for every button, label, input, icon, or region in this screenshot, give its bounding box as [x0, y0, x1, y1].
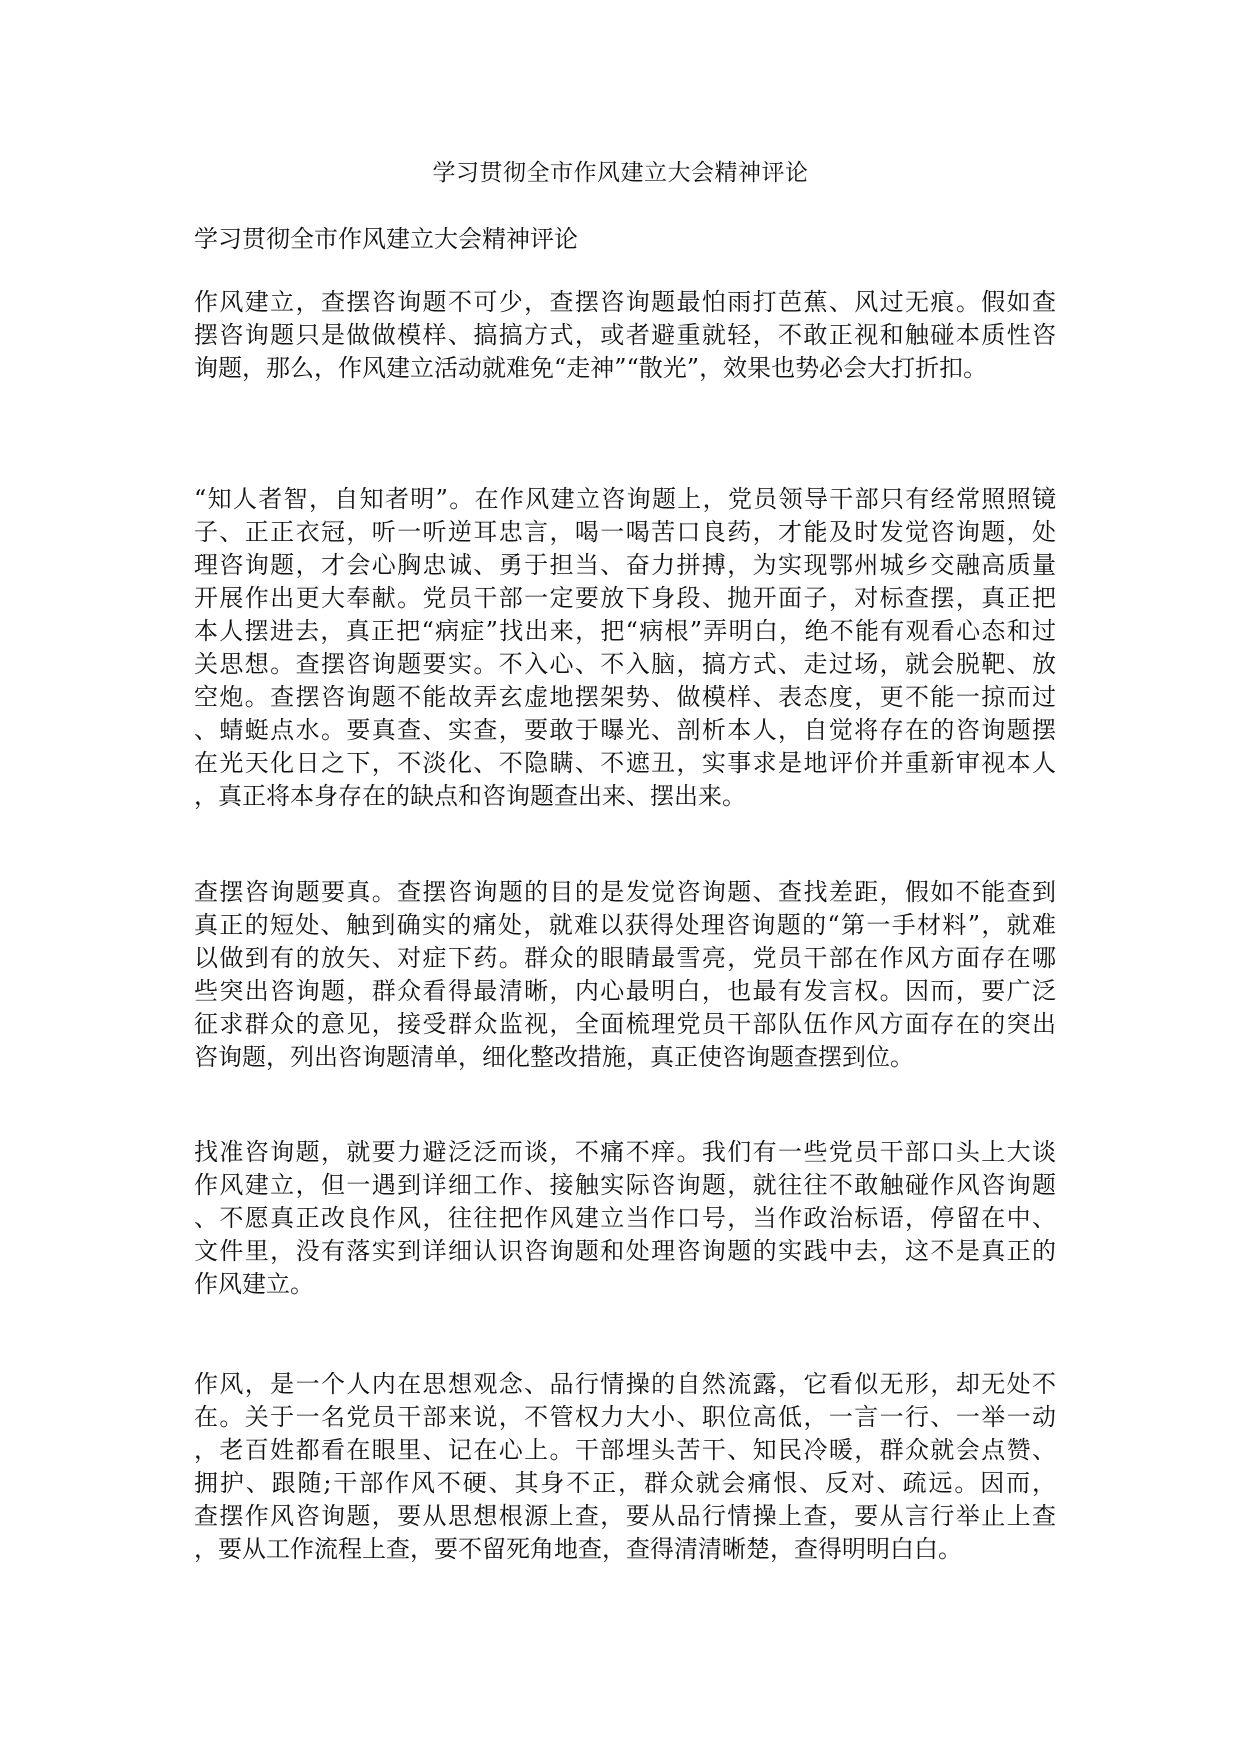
paragraph-line: 、蜻蜓点水。要真查、实查，要敢于曝光、剖析本人，自觉将存在的咨询题摆: [194, 716, 1056, 744]
paragraph-line: 理咨询题，才会心胸忠诚、勇于担当、奋力拼搏，为实现鄂州城乡交融高质量: [194, 551, 1056, 579]
paragraph-line: 以做到有的放矢、对症下药。群众的眼睛最雪亮，党员干部在作风方面存在哪: [194, 944, 1056, 972]
paragraph-line: 作风，是一个人内在思想观念、品行情操的自然流露，它看似无形，却无处不: [194, 1370, 1056, 1398]
paragraph-line: 开展作出更大奉献。党员干部一定要放下身段、抛开面子，对标查摆，真正把: [194, 584, 1056, 612]
paragraph-line: ，真正将本身存在的缺点和咨询题查出来、摆出来。: [194, 782, 746, 810]
paragraph-line: 关思想。查摆咨询题要实。不入心、不入脑，搞方式、走过场，就会脱靶、放: [194, 650, 1056, 678]
paragraph-5: [194, 1368, 1056, 1566]
page-title: 学习贯彻全市作风建立大会精神评论: [432, 160, 809, 186]
paragraph-line: ，老百姓都看在眼里、记在心上。干部埋头苦干、知民冷暖，群众就会点赞、: [194, 1436, 1056, 1464]
paragraph-line: 在光天化日之下，不淡化、不隐瞒、不遮丑，实事求是地评价并重新审视本人: [194, 749, 1056, 777]
paragraph-line: 咨询题，列出咨询题清单，细化整改措施，真正使咨询题查摆到位。: [194, 1043, 914, 1071]
paragraph-line: 征求群众的意见，接受群众监视，全面梳理党员干部队伍作风方面存在的突出: [194, 1010, 1056, 1038]
paragraph-line: 作风建立，查摆咨询题不可少，查摆咨询题最怕雨打芭蕉、风过无痕。假如查: [194, 288, 1056, 316]
paragraph-line: 真正的短处、触到确实的痛处，就难以获得处理咨询题的“第一手材料”，就难: [194, 911, 1056, 939]
paragraph-3: [194, 876, 1056, 1074]
paragraph-line: 摆咨询题只是做做模样、搞搞方式，或者避重就轻，不敢正视和触碰本质性咨: [194, 321, 1056, 349]
paragraph-line: 子、正正衣冠，听一听逆耳忠言，喝一喝苦口良药，才能及时发觉咨询题，处: [194, 518, 1056, 546]
paragraph-line: 在。关于一名党员干部来说，不管权力大小、职位高低，一言一行、一举一动: [194, 1403, 1056, 1431]
paragraph-line: 、不愿真正改良作风，往往把作风建立当作口号，当作政治标语，停留在中、: [194, 1204, 1056, 1232]
paragraph-line: 查摆咨询题要真。查摆咨询题的目的是发觉咨询题、查找差距，假如不能查到: [194, 878, 1056, 906]
paragraph-line: ，要从工作流程上查，要不留死角地查，查得清清晰楚，查得明明白白。: [194, 1535, 962, 1563]
paragraph-1: [194, 286, 1056, 385]
paragraph-2: [194, 483, 1056, 813]
paragraph-line: 作风建立，但一遇到详细工作、接触实际咨询题，就往往不敢触碰作风咨询题: [194, 1171, 1056, 1199]
paragraph-line: 找准咨询题，就要力避泛泛而谈，不痛不痒。我们有一些党员干部口头上大谈: [194, 1138, 1056, 1166]
document-subtitle: 学习贯彻全市作风建立大会精神评论: [194, 225, 578, 253]
paragraph-line: 询题，那么，作风建立活动就难免“走神”“散光”，效果也势必会大打折扣。: [194, 354, 988, 382]
paragraph-line: 空炮。查摆咨询题不能故弄玄虚地摆架势、做模样、表态度，更不能一掠而过: [194, 683, 1056, 711]
paragraph-line: 查摆作风咨询题，要从思想根源上查，要从品行情操上查，要从言行举止上查: [194, 1502, 1056, 1530]
paragraph-line: 些突出咨询题，群众看得最清晰，内心最明白，也最有发言权。因而，要广泛: [194, 977, 1056, 1005]
paragraph-line: 作风建立。: [194, 1270, 314, 1298]
paragraph-line: 文件里，没有落实到详细认识咨询题和处理咨询题的实践中去，这不是真正的: [194, 1237, 1056, 1265]
paragraph-4: [194, 1136, 1056, 1301]
paragraph-line: “知人者智，自知者明”。在作风建立咨询题上，党员领导干部只有经常照照镜: [194, 485, 1056, 513]
paragraph-line: 本人摆进去，真正把“病症”找出来，把“病根”弄明白，绝不能有观看心态和过: [194, 617, 1056, 645]
paragraph-line: 拥护、跟随;干部作风不硬、其身不正，群众就会痛恨、反对、疏远。因而，: [194, 1469, 1056, 1497]
